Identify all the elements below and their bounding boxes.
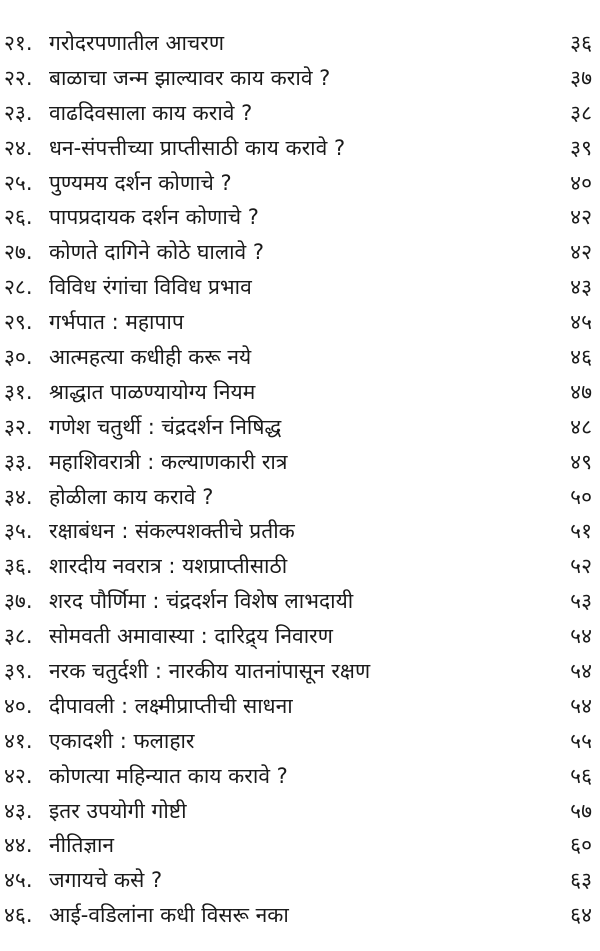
toc-entry-page-number: ३९	[570, 135, 592, 160]
toc-entry-number: ३९.	[4, 659, 33, 684]
toc-entry-title: कोणते दागिने कोठे घालावे ?	[49, 240, 265, 265]
toc-entry-title: एकादशी : फलाहार	[49, 728, 195, 753]
toc-entry-number: २७.	[4, 240, 33, 265]
toc-entry-title: सोमवती अमावास्या : दारिद्र्य निवारण	[49, 624, 333, 649]
toc-entry	[0, 898, 600, 933]
toc-entry	[0, 480, 600, 515]
toc-entry-title: आई-वडिलांना कधी विसरू नका	[49, 903, 289, 928]
toc-entry-title: श्राद्धात पाळण्यायोग्य नियम	[49, 379, 256, 404]
toc-entry-page-number: ५६	[570, 763, 592, 788]
toc-entry-page-number: ४९	[570, 449, 592, 474]
toc-entry-title: जगायचे कसे ?	[49, 868, 163, 893]
toc-entry-page-number: ५४	[570, 659, 592, 684]
toc-entry	[0, 549, 600, 584]
toc-entry-title: शारदीय नवरात्र : यशप्राप्तीसाठी	[49, 554, 288, 579]
toc-entry-title: नीतिज्ञान	[49, 833, 115, 858]
toc-entry-number: ४०.	[4, 693, 33, 718]
toc-entry-page-number: ४२	[570, 205, 592, 230]
toc-entry	[0, 759, 600, 794]
toc-entry	[0, 724, 600, 759]
toc-entry	[0, 305, 600, 340]
toc-entry-page-number: ४८	[570, 414, 592, 439]
toc-entry-page-number: ३७	[570, 65, 592, 90]
toc-entry-title: गणेश चतुर्थी : चंद्रदर्शन निषिद्ध	[49, 414, 282, 439]
toc-entry	[0, 61, 600, 96]
toc-entry	[0, 514, 600, 549]
toc-entry-number: ४१.	[4, 728, 33, 753]
toc-entry-number: ४५.	[4, 868, 33, 893]
toc-entry-title: शरद पौर्णिमा : चंद्रदर्शन विशेष लाभदायी	[49, 589, 354, 614]
toc-entry-number: २६.	[4, 205, 33, 230]
toc-entry-page-number: ४२	[570, 240, 592, 265]
toc-entry-number: ३४.	[4, 484, 33, 509]
toc-entry-number: २१.	[4, 31, 33, 55]
toc-entry	[0, 828, 600, 863]
toc-entry-page-number: ४३	[570, 275, 592, 300]
toc-entry-title: रक्षाबंधन : संकल्पशक्तीचे प्रतीक	[49, 519, 295, 544]
toc-entry-title: होळीला काय करावे ?	[49, 484, 214, 509]
toc-entry	[0, 270, 600, 305]
toc-entry	[0, 654, 600, 689]
toc-entry	[0, 340, 600, 375]
toc-entry-title: नरक चतुर्दशी : नारकीय यातनांपासून रक्षण	[49, 659, 371, 684]
toc-entry-title: महाशिवरात्री : कल्याणकारी रात्र	[49, 449, 288, 474]
toc-entry	[0, 26, 600, 61]
toc-entry-title: विविध रंगांचा विविध प्रभाव	[49, 275, 252, 300]
toc-entry-number: ३६.	[4, 554, 33, 579]
toc-entry-page-number: ५०	[570, 484, 592, 509]
toc-entry	[0, 235, 600, 270]
toc-entry	[0, 445, 600, 480]
toc-entry-number: ४४.	[4, 833, 33, 858]
toc-entry-title: इतर उपयोगी गोष्टी	[49, 798, 187, 823]
toc-entry-page-number: ४०	[570, 170, 592, 195]
toc-entry	[0, 619, 600, 654]
toc-entry-page-number: ४५	[570, 310, 592, 335]
toc-entry-page-number: ६४	[570, 903, 592, 928]
toc-entry	[0, 863, 600, 898]
toc-entry-page-number: ४७	[570, 379, 592, 404]
toc-entry-page-number: ५१	[570, 519, 592, 544]
toc-entry-number: २२.	[4, 65, 33, 90]
toc-entry-page-number: ५४	[570, 624, 592, 649]
toc-entry	[0, 584, 600, 619]
toc-entry-page-number: ५४	[570, 693, 592, 718]
toc-entry-title: वाढदिवसाला काय करावे ?	[49, 100, 253, 125]
toc-entry-number: ३१.	[4, 379, 33, 404]
toc-entry-title: पुण्यमय दर्शन कोणाचे ?	[49, 170, 232, 195]
toc-entry-title: गर्भपात : महापाप	[49, 310, 184, 335]
toc-entry-page-number: ३८	[570, 100, 592, 125]
toc-entry	[0, 794, 600, 829]
toc-entry-title: पापप्रदायक दर्शन कोणाचे ?	[49, 205, 259, 230]
toc-entry-title: गरोदरपणातील आचरण	[49, 31, 225, 55]
toc-entry	[0, 375, 600, 410]
toc-entry-page-number: ५७	[570, 798, 592, 823]
toc-entry-number: २४.	[4, 135, 33, 160]
toc-entry-number: २९.	[4, 310, 33, 335]
toc-entry-number: ३८.	[4, 624, 33, 649]
toc-entry-title: दीपावली : लक्ष्मीप्राप्तीची साधना	[49, 693, 293, 718]
toc-entry	[0, 96, 600, 131]
toc-entry-page-number: ४६	[570, 345, 592, 370]
toc-entry-page-number: ५३	[570, 589, 592, 614]
toc-entry-number: ३२.	[4, 414, 33, 439]
toc-entry-number: ४३.	[4, 798, 33, 823]
toc-entry-number: ३७.	[4, 589, 33, 614]
toc-entry-number: ३०.	[4, 345, 33, 370]
toc-entry-number: ३३.	[4, 449, 33, 474]
table-of-contents	[0, 26, 600, 933]
toc-entry-title: बाळाचा जन्म झाल्यावर काय करावे ?	[49, 65, 331, 90]
toc-entry-page-number: ६०	[570, 833, 592, 858]
toc-entry-page-number: ३६	[570, 31, 592, 55]
toc-entry-title: धन-संपत्तीच्या प्राप्तीसाठी काय करावे ?	[49, 135, 346, 160]
toc-entry	[0, 131, 600, 166]
toc-entry-number: ४६.	[4, 903, 33, 928]
toc-entry	[0, 166, 600, 201]
toc-entry-number: २८.	[4, 275, 33, 300]
toc-entry	[0, 410, 600, 445]
toc-entry-title: कोणत्या महिन्यात काय करावे ?	[49, 763, 288, 788]
toc-entry-number: २५.	[4, 170, 33, 195]
toc-entry-title: आत्महत्या कधीही करू नये	[49, 345, 252, 370]
toc-entry-page-number: ५५	[570, 728, 592, 753]
toc-entry-page-number: ६३	[570, 868, 592, 893]
toc-entry-number: ४२.	[4, 763, 33, 788]
toc-entry-number: ३५.	[4, 519, 33, 544]
toc-entry	[0, 200, 600, 235]
toc-entry	[0, 689, 600, 724]
toc-entry-number: २३.	[4, 100, 33, 125]
toc-entry-page-number: ५२	[570, 554, 592, 579]
